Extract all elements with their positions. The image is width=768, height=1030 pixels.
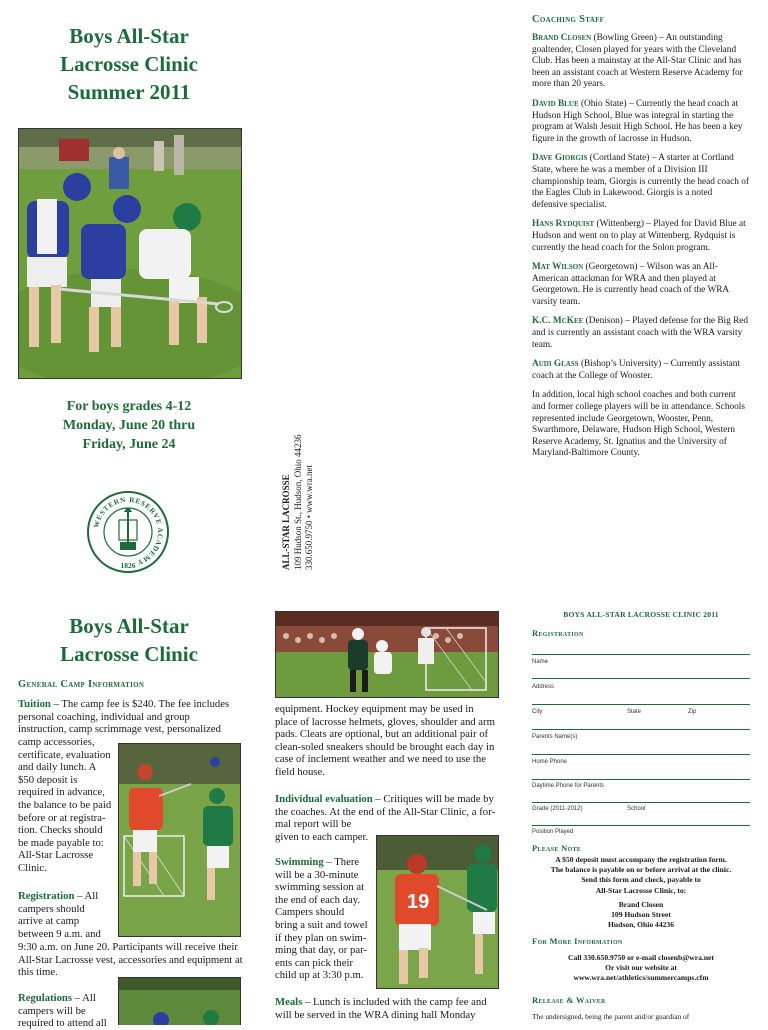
coach-name: Dave Giorgis <box>532 153 588 164</box>
svg-text:19: 19 <box>407 891 430 913</box>
text-line: arrive at camp <box>18 915 80 928</box>
contact-line: Call 330.650.9750 or e-mail closenb@wra.net <box>568 953 714 962</box>
text-span: – All <box>72 992 96 1004</box>
coach-name: Hans Rydquist <box>532 219 595 230</box>
registration-label: Registration <box>18 890 75 902</box>
coach-name: David Blue <box>532 98 579 109</box>
home-phone-field-line[interactable] <box>532 779 750 780</box>
coach-entry <box>532 99 750 145</box>
coach-bio: (Wittenberg) – Played for David Blue at Hudson and went on to play at Wittenberg. Rydquist is currently the head coach for the Solon program. <box>532 219 746 253</box>
text-line: between 9 a.m. and <box>18 927 101 940</box>
text-line: campers should <box>18 902 85 915</box>
tuition-narrow-text <box>18 736 118 875</box>
position-field-label: Position Played <box>532 829 574 835</box>
text-line: All-Star Lacrosse <box>18 849 94 862</box>
text-line <box>18 890 118 903</box>
cover-title <box>18 22 240 106</box>
coach-entry <box>532 153 750 211</box>
text-line: camp accessories, <box>18 736 95 748</box>
coach-bio: (Ohio State) – Currently the head coach at Hudson High School, Blue was integral in starting the program at Walsh Jesuit High School. He has been a key figure in the growth of lacrosse in Hudson. <box>532 98 743 144</box>
release-waiver-heading: Release & Waiver <box>532 995 606 1005</box>
text-line <box>18 992 118 1005</box>
release-waiver-text: The undersigned, being the parent and/or guardian of <box>532 1012 690 1021</box>
text-line: if they plan on swim- <box>275 931 367 944</box>
note-line: A $50 deposit must accompany the registration form. <box>555 855 727 864</box>
text-line: and daily lunch. A <box>18 761 97 774</box>
field-photo-small <box>118 977 241 1025</box>
coach-bio: (Cortland State) – A starter at Cortland State, where he was a member of a Division III championship team, Giorgis is currently the head coach of the Eagles Club in Lakewood. Giorgis is a noted defensive specialist. <box>532 153 749 210</box>
text-line: swimming session at <box>275 881 365 894</box>
more-info-text <box>532 953 750 984</box>
more-info-heading: For More Information <box>532 936 623 946</box>
registration-paragraph <box>18 890 118 940</box>
text-line: be made payable to: <box>18 836 104 849</box>
swimming-label: Swimming <box>275 856 324 868</box>
coach-entry <box>532 33 750 91</box>
coach-bio: (Bowling Green) – An outstanding goaltender, Closen played for years with the Cleveland Club. Has been a mainstay at the All-Star Clinic and has been an assistant coach at Western Reserve Academy for more than 20 years. <box>532 33 743 90</box>
text-line: Campers should <box>275 906 345 919</box>
form-line-top <box>532 654 750 655</box>
home-phone-field-label: Home Phone <box>532 759 568 765</box>
return-address-contact: 330.650.9750 • www.wra.net <box>304 464 314 570</box>
cover-title-line: Lacrosse Clinic <box>60 52 198 76</box>
text-span: – Lunch is included with the camp fee and <box>302 996 487 1008</box>
cover-title-line: Boys All-Star <box>69 24 189 48</box>
text-line: will be a 30-minute <box>275 868 359 881</box>
note-line: The balance is payable on or before arrival at the clinic. <box>550 865 732 875</box>
address-field-line[interactable] <box>532 704 750 705</box>
text-line: before or at registra- <box>18 811 106 824</box>
coach-entry <box>532 316 750 351</box>
contact-line: Or visit our website at <box>605 963 677 973</box>
text-line <box>275 996 501 1009</box>
return-address-org: ALL-STAR LACROSSE <box>281 474 291 570</box>
field-photo-illustration <box>119 978 240 1025</box>
attack-player-photo <box>376 835 499 989</box>
mailing-address <box>532 900 750 931</box>
coach-name: Audi Glass <box>532 359 579 370</box>
cover-photo-lacrosse-players <box>18 128 242 379</box>
text-line: tion. Checks should <box>18 824 103 837</box>
parents-field-label: Parents Name(s) <box>532 734 578 740</box>
daytime-phone-field-line[interactable] <box>532 802 750 803</box>
svg-text:WESTERN RESERVE ACADEMY: WESTERN RESERVE ACADEMY <box>92 495 165 567</box>
text-line: certificate, evaluation <box>18 748 111 761</box>
registration-form-heading: Registration <box>532 628 584 638</box>
dates-line: Friday, June 24 <box>82 437 176 452</box>
text-span: – All <box>74 890 99 902</box>
attack-photo-illustration <box>377 836 498 988</box>
meals-label: Meals <box>275 996 303 1008</box>
text-line: required to attend all <box>18 1017 107 1030</box>
regulations-paragraph <box>18 992 118 1030</box>
coach-bio: (Bishop’s University) – Currently assistant coach at the College of Wooster. <box>532 359 741 381</box>
regulations-label: Regulations <box>18 992 73 1004</box>
inside-title-line: Lacrosse Clinic <box>60 642 198 666</box>
coach-entry <box>532 262 750 308</box>
address-line: Brand Closen <box>618 900 664 909</box>
tuition-paragraph <box>18 698 240 736</box>
please-note-text <box>532 855 750 896</box>
coaching-staff-panel <box>532 14 750 468</box>
text-line: child up at 3:30 p.m. <box>275 969 364 982</box>
text-span: – There <box>323 856 360 868</box>
zip-field-label: Zip <box>688 709 697 715</box>
text-line: the end of each day. <box>275 893 361 906</box>
inside-title-line: Boys All-Star <box>69 614 189 638</box>
coach-entry <box>532 359 750 382</box>
cover-dates <box>18 397 240 454</box>
coaching-closing-paragraph: In addition, local high school coaches and both current and former college players will be in attendance. Schools represented include Georgetown, Wooster, Penn, Swarthmore, Delaware, Hudson High School, Western Reserve Academy, St. Ignatius and the University of Maryland-Baltimore County. <box>532 390 745 459</box>
coach-bio: (Georgetown) – Wilson was an All-American attackman for WRA and then played at Georgetown. He is currently head coach of the WRA varsity team. <box>532 262 729 307</box>
text-line <box>275 856 379 869</box>
address-field-label: Address <box>532 684 555 690</box>
text-line: Clinic. <box>18 861 47 874</box>
tuition-label: Tuition <box>18 698 51 710</box>
school-seal-logo <box>86 490 170 574</box>
note-line: Send this form and check, payable to <box>581 875 701 885</box>
daytime-phone-field-label: Daytime Phone for Parents <box>532 783 605 789</box>
inside-title <box>18 612 240 668</box>
school-field-label: School <box>627 806 646 812</box>
coaching-staff-heading: Coaching Staff <box>532 14 605 25</box>
text-line: ming that day, or par- <box>275 944 367 957</box>
goalie-photo-illustration <box>119 744 240 936</box>
meals-paragraph <box>275 996 501 1021</box>
text-line: campers will be <box>18 1004 86 1017</box>
scrimmage-photo-illustration <box>276 612 498 697</box>
text-line <box>275 793 501 806</box>
text-line: bring a suit and towel <box>275 918 368 931</box>
text-line: ents can pick their <box>275 956 354 969</box>
return-address-street: 109 Hudson St., Hudson, Ohio 44236 <box>292 434 303 570</box>
coach-bio: (Denison) – Played defense for the Big Red and is currently an assistant coach with the WRA varsity team. <box>532 316 749 350</box>
coach-name: Mat Wilson <box>532 262 584 273</box>
grades-line: For boys grades 4-12 <box>66 399 192 414</box>
coach-name: Brand Closen <box>532 33 592 43</box>
swimming-paragraph <box>275 856 379 982</box>
equipment-paragraph: equipment. Hockey equipment may be used in place of lacrosse helmets, gloves, shoulder and arm pads. Cleats are optional, but an additional pair of clean-soled sneakers should be brought each day in case of inclement weather and we need to use the field house. <box>275 703 495 778</box>
address-line: 109 Hudson Street <box>611 910 671 920</box>
coach-name: K.C. McKee <box>532 316 584 327</box>
general-camp-info-heading: General Camp Information <box>18 679 145 690</box>
evaluation-label: Individual evaluation <box>275 793 373 805</box>
goalie-photo <box>118 743 241 937</box>
dates-line: Monday, June 20 thru <box>62 418 196 433</box>
registration-wide-text: 9:30 a.m. on June 20. Participants will receive their All-Star Lacrosse vest, accessories and equipment at this time. <box>18 941 243 979</box>
tuition-text: – The camp fee is $240. The fee includes personal coaching, individual and group instruction, camp scrimmage vest, personalized <box>18 698 230 736</box>
form-header: BOYS ALL-STAR LACROSSE CLINIC 2011 <box>563 610 719 619</box>
state-field-label: State <box>627 709 642 715</box>
text-line: given to each camper. <box>275 830 369 843</box>
city-state-zip-line[interactable] <box>532 729 750 730</box>
text-line: the coaches. At the end of the All-Star Clinic, a for- <box>275 805 496 818</box>
name-field-line[interactable] <box>532 678 750 679</box>
city-field-label: City <box>532 709 543 715</box>
text-line: required in advance, <box>18 786 105 799</box>
website-link[interactable]: www.wra.net/athletics/summercamps.cfm <box>573 973 709 983</box>
text-line: $50 deposit is <box>18 773 78 786</box>
cover-title-line: Summer 2011 <box>67 80 191 104</box>
coach-entry <box>532 219 750 254</box>
parents-field-line[interactable] <box>532 754 750 755</box>
text-line: mal report will be <box>275 818 352 831</box>
cover-photo-illustration <box>19 129 241 378</box>
seal-icon <box>86 490 170 574</box>
scrimmage-photo <box>275 611 499 698</box>
grade-school-field-line[interactable] <box>532 825 750 826</box>
please-note-heading: Please Note <box>532 843 582 853</box>
return-address-block <box>281 400 321 570</box>
text-line: the balance to be paid <box>18 798 112 811</box>
svg-text:1826: 1826 <box>120 561 136 570</box>
name-field-label: Name <box>532 659 549 665</box>
note-line: All-Star Lacrosse Clinic, to: <box>595 885 687 895</box>
text-span: – Critiques will be made by <box>372 793 494 805</box>
grade-field-label: Grade (2011-2012) <box>532 806 583 812</box>
text-line: will be served in the WRA dining hall Monday <box>275 1008 476 1021</box>
address-line: Hudson, Ohio 44236 <box>607 920 675 930</box>
